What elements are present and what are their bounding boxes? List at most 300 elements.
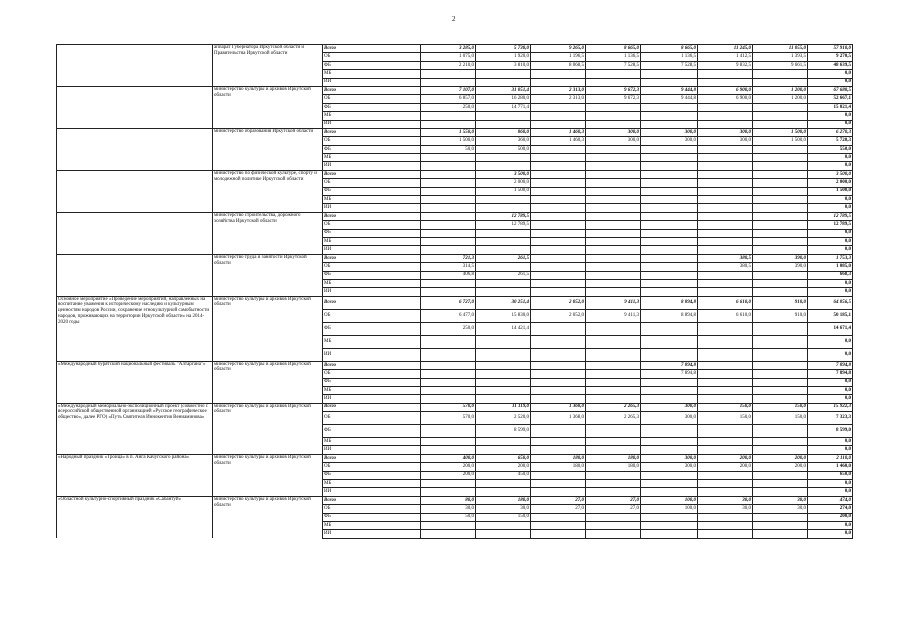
year-value-cell [641, 378, 698, 386]
year-value-cell: 1 460,3 [531, 137, 586, 145]
year-value-cell: 180,0 [586, 463, 641, 471]
year-value-cell [586, 145, 641, 153]
funding-source-cell: ИИ [323, 288, 421, 296]
year-value-cell [641, 229, 698, 237]
year-value-cell [641, 488, 698, 496]
year-value-cell [531, 237, 586, 245]
year-value-cell [531, 212, 586, 220]
total-value-cell: 7 894,8 [808, 370, 853, 378]
year-value-cell [421, 335, 476, 348]
total-value-cell: 0,0 [808, 279, 853, 287]
funding-source-cell: ОБ [323, 412, 421, 425]
year-value-cell [476, 78, 531, 86]
year-value-cell [641, 70, 698, 78]
year-value-cell [476, 263, 531, 271]
total-value-cell: 550,0 [808, 145, 853, 153]
year-value-cell [531, 438, 586, 446]
year-value-cell: 6 727,0 [421, 296, 476, 309]
year-value-cell: 1 550,0 [421, 128, 476, 136]
executor-cell: министерство культуры и архивов Иркутской области [213, 86, 323, 128]
year-value-cell [641, 254, 698, 262]
year-value-cell: 8 599,0 [476, 425, 531, 438]
year-value-cell [641, 386, 698, 394]
executor-cell: министерство культуры и архивов Иркутской области [213, 403, 323, 454]
table-row [57, 296, 853, 309]
funding-source-cell: ФБ [323, 103, 421, 111]
year-value-cell: 200,0 [753, 463, 808, 471]
year-value-cell [586, 187, 641, 195]
funding-source-cell: ФБ [323, 425, 421, 438]
year-value-cell: 450,0 [476, 471, 531, 479]
year-value-cell: 180,0 [531, 454, 586, 462]
year-value-cell [753, 112, 808, 120]
year-value-cell [476, 348, 531, 361]
year-value-cell [641, 78, 698, 86]
year-value-cell [586, 196, 641, 204]
year-value-cell: 390,0 [753, 263, 808, 271]
year-value-cell: 500,0 [476, 145, 531, 153]
total-value-cell: 0,0 [808, 154, 853, 162]
year-value-cell: 200,0 [421, 471, 476, 479]
total-value-cell: 0,0 [808, 112, 853, 120]
year-value-cell [586, 246, 641, 254]
year-value-cell: 7 894,8 [641, 361, 698, 369]
year-value-cell [476, 229, 531, 237]
table-row [57, 212, 853, 220]
year-value-cell: 1 920,0 [476, 53, 531, 61]
year-value-cell [753, 386, 808, 394]
year-value-cell [753, 488, 808, 496]
year-value-cell [421, 120, 476, 128]
year-value-cell: 9 672,3 [586, 95, 641, 103]
year-value-cell [698, 204, 753, 212]
year-value-cell: 570,0 [421, 412, 476, 425]
year-value-cell [753, 120, 808, 128]
funding-source-cell: ОБ [323, 309, 421, 322]
total-value-cell: 0,0 [808, 395, 853, 403]
total-value-cell: 3 500,0 [808, 170, 853, 178]
funding-source-cell: ИИ [323, 488, 421, 496]
year-value-cell [641, 237, 698, 245]
year-value-cell [753, 237, 808, 245]
year-value-cell [531, 112, 586, 120]
year-value-cell: 6 900,0 [698, 95, 753, 103]
year-value-cell: 9 411,3 [586, 309, 641, 322]
year-value-cell [641, 112, 698, 120]
year-value-cell [531, 103, 586, 111]
year-value-cell [753, 154, 808, 162]
year-value-cell [476, 246, 531, 254]
year-value-cell [531, 370, 586, 378]
year-value-cell [586, 170, 641, 178]
year-value-cell [421, 348, 476, 361]
year-value-cell [586, 271, 641, 279]
total-value-cell: 1 753,3 [808, 254, 853, 262]
year-value-cell: 180,0 [586, 454, 641, 462]
event-name-cell [57, 128, 213, 170]
year-value-cell: 250,0 [421, 322, 476, 335]
year-value-cell [698, 170, 753, 178]
year-value-cell: 11 055,0 [753, 45, 808, 53]
year-value-cell: 7 894,8 [641, 370, 698, 378]
year-value-cell [698, 471, 753, 479]
year-value-cell [698, 335, 753, 348]
funding-source-cell: ИИ [323, 204, 421, 212]
year-value-cell: 50,0 [421, 145, 476, 153]
year-value-cell [586, 488, 641, 496]
year-value-cell [531, 254, 586, 262]
page-number: 2 [452, 15, 456, 23]
funding-source-cell: МБ [323, 70, 421, 78]
total-value-cell: 48 639,5 [808, 61, 853, 69]
year-value-cell [531, 263, 586, 271]
year-value-cell: 8 068,5 [531, 61, 586, 69]
total-value-cell: 9 270,5 [808, 53, 853, 61]
year-value-cell: 406,8 [421, 271, 476, 279]
funding-source-cell: Всего [323, 361, 421, 369]
year-value-cell [586, 154, 641, 162]
funding-source-cell: ФБ [323, 61, 421, 69]
year-value-cell [698, 348, 753, 361]
year-value-cell: 3 500,0 [476, 170, 531, 178]
year-value-cell [531, 530, 586, 538]
year-value-cell: 11 119,0 [476, 403, 531, 411]
year-value-cell [421, 70, 476, 78]
year-value-cell: 16 280,0 [476, 95, 531, 103]
executor-cell: аппарат Губернатора Иркутской области и Правительства Иркутской области [213, 45, 323, 87]
funding-source-cell: ИИ [323, 348, 421, 361]
year-value-cell: 2 210,0 [421, 61, 476, 69]
year-value-cell [586, 361, 641, 369]
year-value-cell: 30,0 [753, 505, 808, 513]
year-value-cell: 150,0 [698, 412, 753, 425]
year-value-cell [753, 425, 808, 438]
year-value-cell [753, 279, 808, 287]
funding-source-cell: ФБ [323, 145, 421, 153]
total-value-cell: 5 720,3 [808, 137, 853, 145]
year-value-cell: 300,0 [586, 137, 641, 145]
funding-table [56, 44, 853, 539]
year-value-cell [586, 263, 641, 271]
year-value-cell: 180,0 [531, 463, 586, 471]
year-value-cell: 250,0 [421, 103, 476, 111]
event-name-cell [57, 45, 213, 87]
year-value-cell [641, 120, 698, 128]
year-value-cell: 3 810,0 [476, 61, 531, 69]
year-value-cell [698, 446, 753, 454]
year-value-cell: 390,0 [753, 254, 808, 262]
year-value-cell [753, 229, 808, 237]
funding-source-cell: МБ [323, 154, 421, 162]
year-value-cell [476, 378, 531, 386]
year-value-cell: 6 610,0 [698, 309, 753, 322]
year-value-cell [641, 446, 698, 454]
funding-source-cell: ИИ [323, 246, 421, 254]
year-value-cell: 300,0 [641, 128, 698, 136]
year-value-cell [586, 78, 641, 86]
year-value-cell [753, 271, 808, 279]
year-value-cell [476, 488, 531, 496]
year-value-cell: 14 421,4 [476, 322, 531, 335]
year-value-cell [531, 335, 586, 348]
total-value-cell: 650,0 [808, 471, 853, 479]
year-value-cell [641, 263, 698, 271]
year-value-cell [698, 221, 753, 229]
funding-source-cell: МБ [323, 196, 421, 204]
total-value-cell: 0,0 [808, 530, 853, 538]
year-value-cell [586, 229, 641, 237]
year-value-cell [531, 279, 586, 287]
year-value-cell [698, 103, 753, 111]
year-value-cell [476, 288, 531, 296]
year-value-cell [421, 378, 476, 386]
funding-source-cell: ОБ [323, 221, 421, 229]
year-value-cell [476, 370, 531, 378]
year-value-cell [586, 212, 641, 220]
year-value-cell [586, 521, 641, 529]
year-value-cell [476, 162, 531, 170]
funding-source-cell: МБ [323, 521, 421, 529]
year-value-cell: 2 313,0 [531, 95, 586, 103]
year-value-cell: 30,0 [476, 505, 531, 513]
year-value-cell [421, 425, 476, 438]
year-value-cell: 6 477,0 [421, 309, 476, 322]
year-value-cell [753, 221, 808, 229]
year-value-cell: 7 528,5 [641, 61, 698, 69]
year-value-cell [421, 530, 476, 538]
year-value-cell [641, 438, 698, 446]
year-value-cell [531, 78, 586, 86]
funding-source-cell: ИИ [323, 78, 421, 86]
year-value-cell [698, 378, 753, 386]
year-value-cell [586, 530, 641, 538]
year-value-cell [698, 288, 753, 296]
year-value-cell [421, 446, 476, 454]
year-value-cell [698, 78, 753, 86]
total-value-cell: 0,0 [808, 288, 853, 296]
table-row [57, 361, 853, 369]
year-value-cell [698, 395, 753, 403]
year-value-cell: 860,0 [476, 128, 531, 136]
year-value-cell [586, 322, 641, 335]
year-value-cell [698, 480, 753, 488]
year-value-cell: 6 900,0 [698, 86, 753, 94]
year-value-cell: 9 411,3 [586, 296, 641, 309]
year-value-cell [586, 70, 641, 78]
year-value-cell [586, 288, 641, 296]
funding-source-cell: ОБ [323, 263, 421, 271]
year-value-cell [476, 204, 531, 212]
total-value-cell: 7 323,3 [808, 412, 853, 425]
year-value-cell: 6 857,0 [421, 95, 476, 103]
year-value-cell: 360,0 [476, 137, 531, 145]
year-value-cell: 1 075,0 [421, 53, 476, 61]
funding-source-cell: Всего [323, 403, 421, 411]
event-name-cell: «Международный бурятский национальный фестиваль "Алтаргана"» [57, 361, 213, 403]
year-value-cell: 1 393,5 [753, 53, 808, 61]
year-value-cell [698, 246, 753, 254]
year-value-cell [753, 170, 808, 178]
table-row [57, 496, 853, 504]
funding-source-cell: Всего [323, 496, 421, 504]
year-value-cell [641, 480, 698, 488]
year-value-cell [698, 162, 753, 170]
total-value-cell: 474,0 [808, 496, 853, 504]
year-value-cell: 9 672,3 [586, 86, 641, 94]
year-value-cell: 1 500,0 [421, 137, 476, 145]
year-value-cell: 14 771,4 [476, 103, 531, 111]
year-value-cell [698, 229, 753, 237]
year-value-cell [531, 361, 586, 369]
year-value-cell [753, 471, 808, 479]
year-value-cell: 200,0 [753, 454, 808, 462]
year-value-cell [641, 322, 698, 335]
year-value-cell: 1 200,0 [753, 86, 808, 94]
funding-source-cell: ОБ [323, 53, 421, 61]
total-value-cell: 0,0 [808, 237, 853, 245]
year-value-cell [421, 204, 476, 212]
table-row [57, 454, 853, 462]
event-name-cell: «Международный мемориально-экспозиционный проект (совместно с всероссийской общественной организацией «Русское географическое общество», далее РГО) «Путь Святителя Иннокентия Вениаминова» [57, 403, 213, 454]
total-value-cell: 12 789,5 [808, 221, 853, 229]
year-value-cell: 150,0 [698, 403, 753, 411]
year-value-cell [698, 521, 753, 529]
total-value-cell: 0,0 [808, 120, 853, 128]
year-value-cell [531, 229, 586, 237]
year-value-cell: 27,0 [586, 496, 641, 504]
year-value-cell [421, 488, 476, 496]
funding-source-cell: ФБ [323, 187, 421, 195]
executor-cell: министерство строительства, дорожного хозяйства Иркутской области [213, 212, 323, 254]
year-value-cell [586, 438, 641, 446]
year-value-cell [586, 395, 641, 403]
year-value-cell [753, 204, 808, 212]
year-value-cell: 300,0 [586, 128, 641, 136]
total-value-cell: 57 910,0 [808, 45, 853, 53]
year-value-cell: 1 500,0 [753, 137, 808, 145]
year-value-cell: 15 830,0 [476, 309, 531, 322]
year-value-cell [753, 196, 808, 204]
executor-cell: министерство культуры и архивов Иркутской области [213, 361, 323, 403]
year-value-cell: 30,0 [421, 505, 476, 513]
event-name-cell: «Народный праздник «Троица» в п. Анга Качугского района» [57, 454, 213, 496]
year-value-cell [641, 335, 698, 348]
year-value-cell [641, 179, 698, 187]
year-value-cell [531, 246, 586, 254]
year-value-cell [476, 120, 531, 128]
year-value-cell [531, 288, 586, 296]
year-value-cell [421, 112, 476, 120]
year-value-cell [421, 438, 476, 446]
funding-source-cell: Всего [323, 212, 421, 220]
year-value-cell [531, 187, 586, 195]
year-value-cell [698, 70, 753, 78]
year-value-cell: 1 460,3 [531, 128, 586, 136]
year-value-cell [586, 237, 641, 245]
table-row [57, 403, 853, 411]
table-row [57, 170, 853, 178]
year-value-cell [641, 530, 698, 538]
year-value-cell: 570,0 [421, 403, 476, 411]
year-value-cell: 7 107,0 [421, 86, 476, 94]
year-value-cell: 261,5 [476, 254, 531, 262]
year-value-cell: 5 730,0 [476, 45, 531, 53]
year-value-cell [698, 196, 753, 204]
year-value-cell: 910,0 [753, 309, 808, 322]
year-value-cell [531, 154, 586, 162]
year-value-cell [698, 530, 753, 538]
funding-source-cell: ОБ [323, 505, 421, 513]
funding-source-cell: МБ [323, 386, 421, 394]
year-value-cell: 1 368,0 [531, 412, 586, 425]
year-value-cell: 27,0 [531, 496, 586, 504]
year-value-cell [421, 395, 476, 403]
total-value-cell: 15 922,3 [808, 403, 853, 411]
year-value-cell [753, 162, 808, 170]
year-value-cell [698, 425, 753, 438]
year-value-cell [421, 361, 476, 369]
year-value-cell: 300,0 [641, 463, 698, 471]
funding-source-cell: Всего [323, 86, 421, 94]
year-value-cell: 2 520,0 [476, 412, 531, 425]
year-value-cell: 200,0 [698, 454, 753, 462]
year-value-cell [753, 145, 808, 153]
year-value-cell [476, 237, 531, 245]
year-value-cell [531, 162, 586, 170]
year-value-cell: 1 200,0 [753, 95, 808, 103]
funding-source-cell: Всего [323, 128, 421, 136]
year-value-cell [476, 154, 531, 162]
year-value-cell [753, 370, 808, 378]
funding-source-cell: ИИ [323, 120, 421, 128]
funding-source-cell: МБ [323, 335, 421, 348]
year-value-cell [753, 361, 808, 369]
year-value-cell: 300,0 [698, 137, 753, 145]
table-row [57, 86, 853, 94]
year-value-cell [586, 221, 641, 229]
year-value-cell [531, 488, 586, 496]
year-value-cell [421, 187, 476, 195]
year-value-cell [531, 386, 586, 394]
year-value-cell [753, 378, 808, 386]
total-value-cell: 64 856,5 [808, 296, 853, 309]
funding-source-cell: МБ [323, 279, 421, 287]
total-value-cell: 7 894,8 [808, 361, 853, 369]
year-value-cell [753, 438, 808, 446]
year-value-cell [476, 279, 531, 287]
year-value-cell [641, 103, 698, 111]
funding-source-cell: ИИ [323, 162, 421, 170]
year-value-cell: 8 894,8 [641, 309, 698, 322]
year-value-cell: 6 610,0 [698, 296, 753, 309]
total-value-cell: 0,0 [808, 446, 853, 454]
year-value-cell [753, 480, 808, 488]
year-value-cell [753, 530, 808, 538]
executor-cell: министерство труда и занятости Иркутской области [213, 254, 323, 296]
year-value-cell: 150,0 [753, 412, 808, 425]
year-value-cell: 2 052,0 [531, 296, 586, 309]
year-value-cell [476, 335, 531, 348]
year-value-cell [586, 112, 641, 120]
year-value-cell [641, 221, 698, 229]
funding-source-cell: ИИ [323, 446, 421, 454]
year-value-cell: 380,5 [698, 263, 753, 271]
year-value-cell: 12 789,5 [476, 221, 531, 229]
year-value-cell [531, 196, 586, 204]
executor-cell: министерство культуры и архивов Иркутской области [213, 496, 323, 538]
year-value-cell [421, 279, 476, 287]
total-value-cell: 2 000,0 [808, 179, 853, 187]
